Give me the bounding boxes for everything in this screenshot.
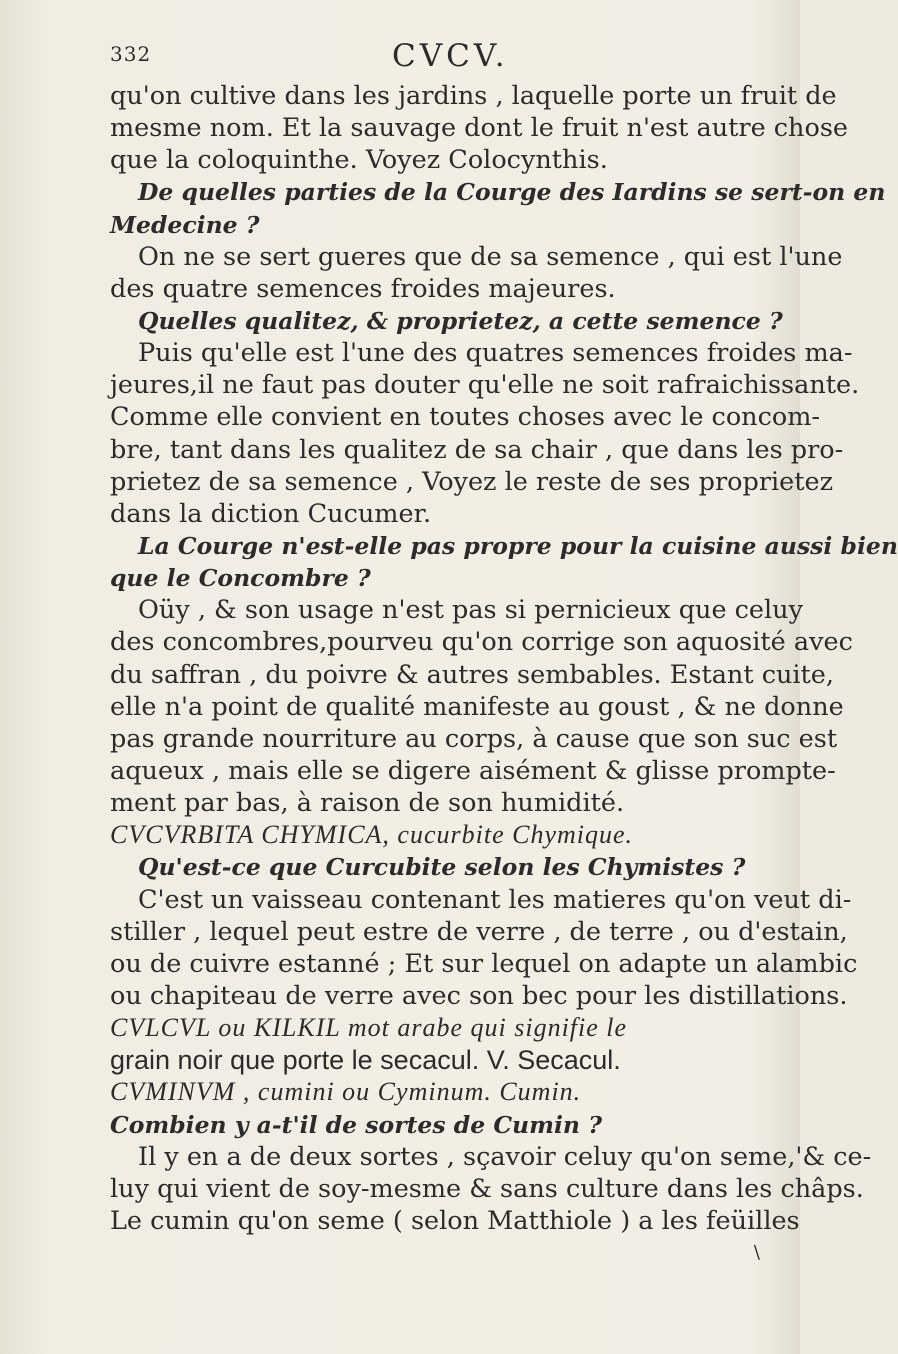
text-line: des quatre semences froides majeures. — [110, 273, 616, 304]
entry-headword: grain noir que porte le secacul. V. Secacul. — [110, 1045, 621, 1076]
signature-mark: \ — [753, 1242, 760, 1264]
question-heading: Combien y a-t'il de sortes de Cumin ? — [110, 1110, 602, 1139]
question-heading: Qu'est-ce que Curcubite selon les Chymistes ? — [138, 853, 746, 882]
text-line: pas grande nourriture au corps, à cause que son suc est — [110, 723, 838, 754]
text-line: On ne se sert gueres que de sa semence , qui est l'une — [138, 241, 843, 272]
text-line: que la coloquinthe. Voyez Colocynthis. — [110, 145, 608, 176]
question-heading: Quelles qualitez, & proprietez, a cette semence ? — [138, 306, 783, 335]
text-line: bre, tant dans les qualitez de sa chair , que dans les pro- — [110, 434, 844, 465]
running-title: CVCV. — [392, 38, 509, 74]
question-heading: De quelles parties de la Courge des Iardins se sert-on en — [138, 178, 886, 207]
question-heading: La Courge n'est-elle pas propre pour la cuisine aussi bien — [138, 531, 898, 560]
entry-headword: CVMINVM , cumini ou Cyminum. Cumin. — [110, 1077, 582, 1107]
text-line: ou de cuivre estanné ; Et sur lequel on adapte un alambic — [110, 948, 858, 979]
question-heading: que le Concombre ? — [110, 564, 371, 593]
text-line: stiller , lequel peut estre de verre , de terre , ou d'estain, — [110, 916, 848, 947]
text-line: aqueux , mais elle se digere aisément & glisse prompte- — [110, 755, 836, 786]
text-line: ou chapiteau de verre avec son bec pour les distillations. — [110, 980, 848, 1011]
text-line: ment par bas, à raison de son humidité. — [110, 788, 625, 819]
text-line: Puis qu'elle est l'une des quatres semences froides ma- — [138, 338, 853, 369]
question-heading: Medecine ? — [110, 210, 260, 239]
body-text — [110, 80, 898, 1269]
text-line: Comme elle convient en toutes choses avec le concom- — [110, 402, 821, 433]
text-line: Le cumin qu'on seme ( selon Matthiole ) a les feüilles — [110, 1205, 800, 1236]
text-line: qu'on cultive dans les jardins , laquelle porte un fruit de — [110, 81, 837, 111]
entry-headword: CVCVRBITA CHYMICA, cucurbite Chymique. — [110, 820, 634, 850]
text-line: elle n'a point de qualité manifeste au goust , & ne donne — [110, 691, 844, 722]
text-line: dans la diction Cucumer. — [110, 498, 432, 529]
text-line: du saffran , du poivre & autres sembables. Estant cuite, — [110, 659, 834, 690]
page-number: 332 — [110, 42, 152, 66]
text-line: Oüy , & son usage n'est pas si pernicieux que celuy — [138, 595, 804, 626]
text-line: luy qui vient de soy-mesme & sans culture dans les châps. — [110, 1173, 864, 1204]
text-line: prietez de sa semence , Voyez le reste de ses proprietez — [110, 466, 834, 497]
text-line: mesme nom. Et la sauvage dont le fruit n'est autre chose — [110, 113, 848, 144]
text-line: C'est un vaisseau contenant les matieres qu'on veut di- — [138, 884, 852, 915]
text-line: des concombres,pourveu qu'on corrige son aquosité avec — [110, 627, 853, 658]
text-line: jeures,il ne faut pas douter qu'elle ne soit rafraichissante. — [110, 370, 860, 401]
text-line: Il y en a de deux sortes , sçavoir celuy qu'on seme,'& ce- — [138, 1141, 872, 1172]
entry-headword: CVLCVL ou KILKIL mot arabe qui signifie le — [110, 1013, 628, 1043]
page-header — [110, 38, 770, 78]
